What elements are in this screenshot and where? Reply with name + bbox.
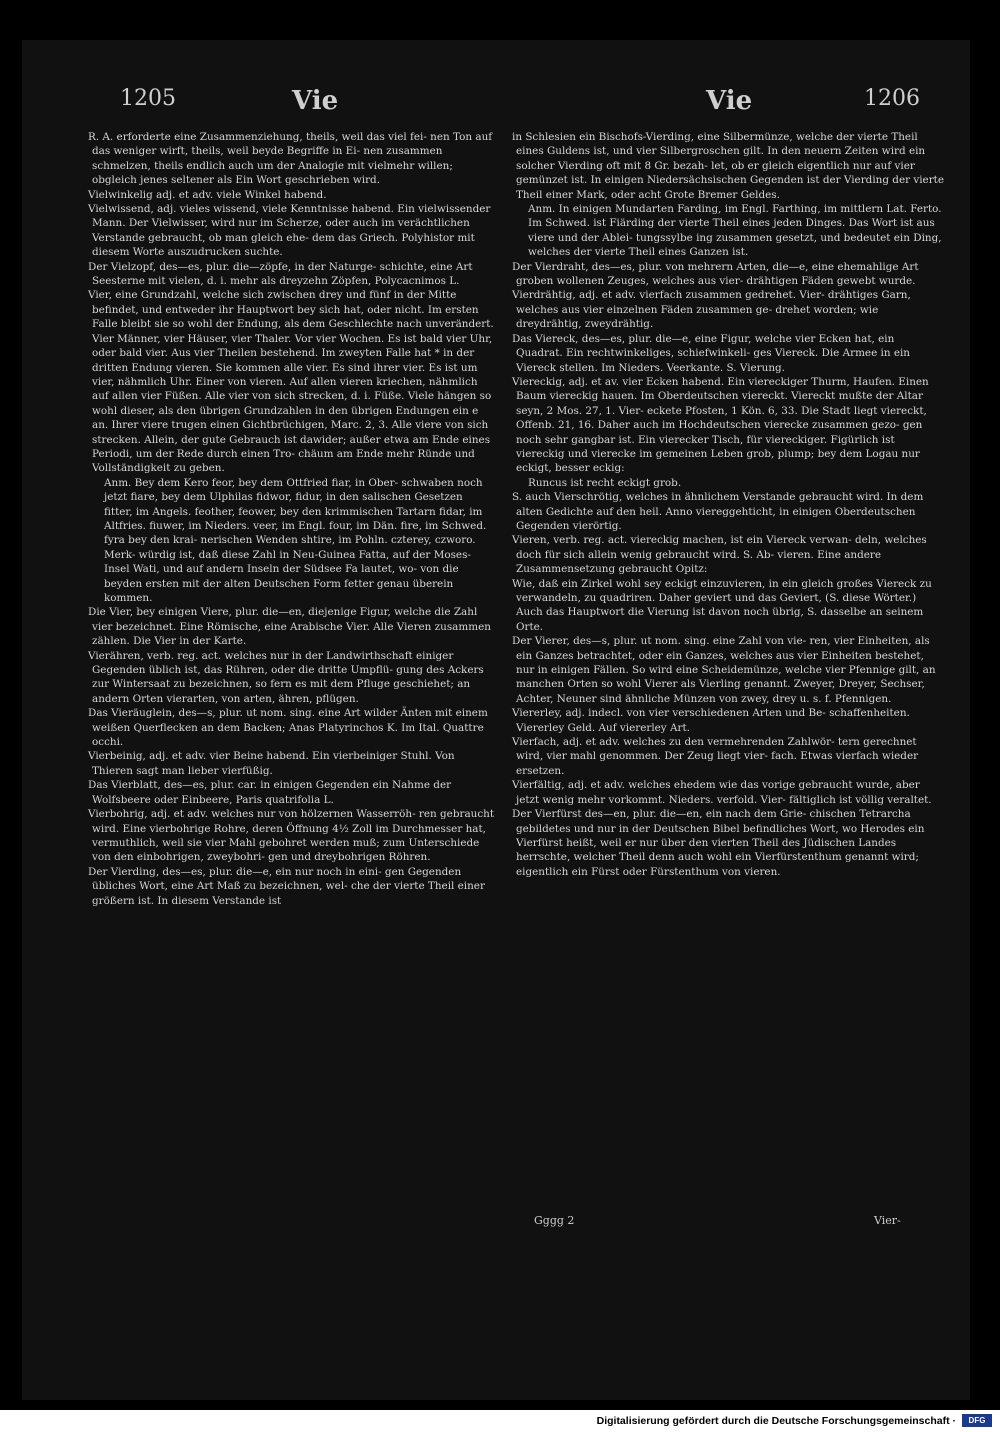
- right-column: [512, 130, 944, 879]
- dfg-logo-icon: DFG: [962, 1414, 992, 1427]
- signature-mark: Gggg 2: [534, 1214, 575, 1227]
- entry: Vierähren, verb. reg. act. welches nur in der Landwirthschaft einiger Gegenden üblich ist, das Rühren, oder die dritte Umpflü- gung des Ackers zur Wintersaat zu bezeichnen, so fern es mit dem Pfluge geschiehet; an andern Orten vierarten, von arten, ähren, pflügen.: [88, 649, 484, 705]
- page-header: [0, 86, 1000, 126]
- quotation: Runcus ist recht eckigt grob.: [528, 476, 682, 489]
- entry: Vierfach, adj. et adv. welches zu den vermehrenden Zahlwör- tern gerechnet wird, vier mahl genommen. Der Zeug liegt vier- fach. Etwas vierfach wieder ersetzen.: [512, 736, 919, 777]
- entry: Der Vierdraht, des—es, plur. von mehrern Arten, die—e, eine ehemahlige Art groben wollenen Zeuges, welches aus vier- drähtigen Fäden gewebt wurde.: [512, 260, 919, 288]
- entry: Viererley, adj. indecl. von vier verschiedenen Arten und Be- schaffenheiten. Viererley Geld. Auf viererley Art.: [512, 707, 910, 734]
- annotation: Anm. Bey dem Kero feor, bey dem Ottfried fiar, in Ober- schwaben noch jetzt fiare, bey dem Ulphilas fidwor, fidur, in den salischen Gesetzen fitter, im Angels. feother, feower, bey den krimmischen Tartarn fidar, im Altfries. fiuwer, im Nieders. veer, im Engl. four, im Dän. fire, im Schwed. fyra bey den krai- nerischen Wenden shtire, im Pohln. czterey, czworo. Merk- würdig ist, daß diese Zahl in Neu-Guinea Fatta, auf der Moses- Insel Wati, und auf andern Inseln der Südsee Fa lautet, wo- von die beyden ersten mit der alten Deutschen Form fetter genau überein kommen.: [104, 476, 487, 604]
- entry: in Schlesien ein Bischofs-Vierding, eine Silbermünze, welche der vierte Theil eines Guldens ist, und vier Silbergroschen gilt. In den neuern Zeiten wird ein solcher Vierding oft mit 8 Gr. bezah- let, ob er gleich eigentlich nur auf vier gemünzet ist. In einigen Niedersächsischen Gegenden ist der Vierding der vierte Theil einer Mark, oder acht Grote Bremer Geldes.: [512, 131, 944, 201]
- entry: R. A. erforderte eine Zusammenziehung, theils, weil das viel fei- nen Ton auf das weniger wirft, theils, weil beyde Begriffe in Ei- nen zusammen schmelzen, theils endlich auch um der Analogie mit vielmehr willen; obgleich jenes seltener als Ein Wort geschrieben wird.: [88, 131, 493, 187]
- entry: Der Vierfürst des—en, plur. die—en, ein nach dem Grie- chischen Tetrarcha gebildetes und nur in der Deutschen Bibel befindliches Wort, wo Herodes ein Vierfürst heißt, weil er nur über den vierten Theil des Jüdischen Landes herrschte, welcher Theil denn auch wohl ein Vierfürstenthum genannt wird; eigentlich ein Fürst oder Fürstenthum von vieren.: [512, 808, 925, 878]
- entry: Vierdrähtig, adj. et adv. vierfach zusammen gedrehet. Vier- drähtiges Garn, welches aus vier einzelnen Fäden zusammen ge- drehet worden; wie dreydrähtig, zweydrähtig.: [512, 289, 911, 331]
- entry: Vier, eine Grundzahl, welche sich zwischen drey und fünf in der Mitte befindet, und entweder ihr Hauptwort bey sich hat, oder nicht. Im ersten Falle bleibt sie so wohl der Endung, als dem Geschlechte nach unverändert. Vier Männer, vier Häuser, vier Thaler. Vor vier Wochen. Es ist bald vier Uhr, oder bald vier. Aus vier Theilen bestehend. Im zweyten Falle hat * in der dritten Endung vieren. Sie kommen alle vier. Es sind ihrer vier. Es ist um vier, nähmlich Uhr. Einer von vieren. Auf allen vieren kriechen, nähmlich auf allen vier Füßen. Alle vier von sich strecken, d. i. Füße. Viele hängen so wohl dieser, als den übrigen Grundzahlen in den übrigen Endungen ein e an. Ihrer viere trugen einen Gichtbrüchigen, Marc. 2, 3. Alle viere von sich strecken. Allein, der gute Gebrauch ist dawider; außer etwa am Ende eines Periodi, um der Rede durch einen Tro- chäum am Ende mehr Ründe und Vollständigkeit zu geben.: [88, 289, 494, 475]
- quotation: Wie, daß ein Zirkel wohl sey eckigt einzuvieren, in ein gleich großes Viereck zu verwandeln, zu quadriren. Daher geviert und das Geviert, (S. diese Wörter.) Auch das Hauptwort die Vierung ist davon noch übrig, S. dasselbe an seinem Orte.: [512, 577, 932, 633]
- running-head-left: Vie: [292, 86, 339, 116]
- entry: S. auch Vierschrötig, welches in ähnlichem Verstande gebraucht wird. In dem alten Gedichte auf den heil. Anno viereggehticht, in einigen Oberdeutschen Gegenden vierörtig.: [512, 491, 924, 532]
- entry: Das Viereck, des—es, plur. die—e, eine Figur, welche vier Ecken hat, ein Quadrat. Ein rechtwinkeliges, schiefwinkeli- ges Viereck. Die Armee in ein Viereck stellen. Im Nieders. Veerkante. S. Vierung.: [512, 332, 911, 374]
- running-head-right: Vie: [706, 86, 753, 116]
- annotation: Anm. In einigen Mundarten Farding, im Engl. Farthing, im mittlern Lat. Ferto. Im Schwed. ist Fiärding der vierte Theil eines jeden Dinges. Das Wort ist aus viere und der Ablei- tungssylbe ing zusammen gesetzt, und bedeutet ein Ding, welches der vierte Theil eines Ganzen ist.: [528, 203, 942, 259]
- entry: Der Vierding, des—es, plur. die—e, ein nur noch in eini- gen Gegenden übliches Wort, eine Art Maß zu bezeichnen, wel- che der vierte Theil einer größern ist. In diesem Verstande ist: [88, 865, 485, 907]
- entry: Die Vier, bey einigen Viere, plur. die—en, diejenige Figur, welche die Zahl vier bezeichnet. Eine Römische, eine Arabische Vier. Alle Vieren zusammen zählen. Die Vier in der Karte.: [88, 606, 491, 648]
- entry: Vierfältig, adj. et adv. welches ehedem wie das vorige gebraucht wurde, aber jetzt wenig mehr vorkommt. Nieders. verfold. Vier- fältiglich ist völlig veraltet.: [512, 779, 932, 806]
- page-number-right: 1206: [864, 86, 920, 111]
- footer-bar: [0, 1410, 1000, 1432]
- entry: Vieren, verb. reg. act. viereckig machen, ist ein Viereck verwan- deln, welches doch für sich allein wenig gebraucht wird. S. Ab- vieren. Eine andere Zusammensetzung gebraucht Opitz:: [512, 534, 927, 576]
- entry: Viereckig, adj. et av. vier Ecken habend. Ein viereckiger Thurm, Haufen. Einen Baum viereckig hauen. Im Oberdeutschen viereckt. Viereckt mußte der Altar seyn, 2 Mos. 27, 1. Vier- eckete Pfosten, 1 Kön. 6, 33. Die Stadt liegt viereckt, Offenb. 21, 16. Daher auch im Hochdeutschen vierecke zusammen gezo- gen noch sehr gangbar ist. Ein vierecker Tisch, für viereckiger. Figürlich ist viereckig und vierecke im gemeinen Leben grob, plump; bey dem Logau nur eckigt, besser eckig:: [512, 375, 929, 475]
- left-column: [88, 130, 494, 908]
- entry: Der Vierer, des—s, plur. ut nom. sing. eine Zahl von vie- ren, vier Einheiten, als ein Ganzes betrachtet, oder ein Ganzes, welches aus vier Einheiten bestehet, nur in einigen Fällen. So wird eine Scheidemünze, welche vier Pfennige gilt, an manchen Orten so wohl Vierer als Vierling genannt. Zweyer, Dreyer, Sechser, Achter, Neuner sind ähnliche Münzen von zwey, drey u. s. f. Pfennigen.: [512, 635, 936, 705]
- entry: Vierbeinig, adj. et adv. vier Beine habend. Ein vierbeiniger Stuhl. Von Thieren sagt man lieber vierfüßig.: [88, 750, 455, 777]
- catchword: Vier-: [874, 1214, 901, 1227]
- entry: Vielwinkelig adj. et adv. viele Winkel habend.: [88, 188, 327, 201]
- entry: Der Vielzopf, des—es, plur. die—zöpfe, in der Naturge- schichte, eine Art Seesterne mit vielen, d. i. mehr als dreyzehn Zöpfen, Polycacnimos L.: [88, 260, 473, 288]
- entry: Vielwissend, adj. vieles wissend, viele Kenntnisse habend. Ein vielwissender Mann. Der Vielwisser, wird nur im Scherze, oder auch im verächtlichen Verstande gebraucht, ob man gleich ehe- dem das Griech. Polyhistor mit diesem Worte auszudrucken suchte.: [88, 203, 491, 259]
- page-number-left: 1205: [120, 86, 176, 111]
- entry: Das Vieräuglein, des—s, plur. ut nom. sing. eine Art wilder Änten mit einem weißen Querflecken an dem Backen; Anas Platyrinchos K. Im Ital. Quattre occhi.: [88, 707, 488, 749]
- entry: Das Vierblatt, des—es, plur. car. in einigen Gegenden ein Nahme der Wolfsbeere oder Einbeere, Paris quatrifolia L.: [88, 779, 452, 806]
- entry: Vierbohrig, adj. et adv. welches nur von hölzernen Wasserröh- ren gebraucht wird. Eine vierbohrige Rohre, deren Öffnung 4½ Zoll im Durchmesser hat, vermuthlich, weil sie vier Mahl gebohret werden muß; zum Unterschiede von den einbohrigen, zweybohri- gen und dreybohrigen Röhren.: [88, 808, 495, 864]
- funding-notice: Digitalisierung gefördert durch die Deutsche Forschungsgemeinschaft ·: [596, 1415, 956, 1427]
